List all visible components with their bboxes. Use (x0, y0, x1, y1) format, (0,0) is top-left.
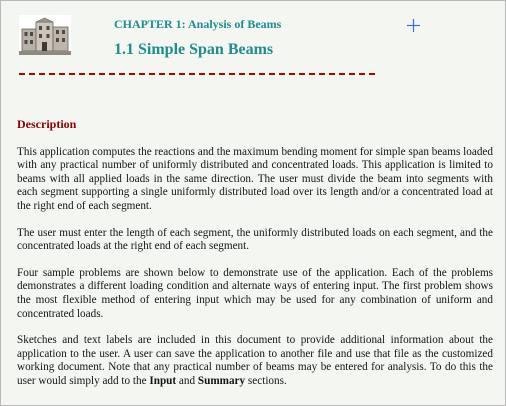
paragraph-4-and: and (176, 374, 198, 387)
description-paragraph-4 (17, 334, 493, 388)
section-title: 1.1 Simple Span Beams (114, 41, 274, 58)
paragraph-4-text: Sketches and text labels are included in this document to provide additional information about the application to the user. A user can save the application to another file and use that file as the customized working document. Note that any practical number of beams may be entered for analysis. To do this the user would simply add to the (17, 334, 493, 387)
chapter-title: CHAPTER 1: Analysis of Beams (114, 17, 282, 31)
building-logo-icon (19, 15, 71, 55)
description-section (17, 118, 493, 402)
description-paragraph-1: This application computes the reactions and the maximum bending moment for simple span beams loaded with any practical number of uniformly distributed and concentrated loads. This application is limited to beams with all applied loads in the same direction. The user must divide the beam into segments with each segment supporting a single uniformly distributed load over its length and/or a concentrated load at the right end of each segment. (17, 145, 493, 212)
header-divider (19, 73, 375, 75)
input-section-ref: Input (149, 374, 177, 387)
description-paragraph-2: The user must enter the length of each segment, the uniformly distributed loads on each segment, and the concentrated loads at the right end of each segment. (17, 226, 493, 253)
crosshair-cursor-icon (407, 19, 420, 32)
description-paragraph-3: Four sample problems are shown below to demonstrate use of the application. Each of the problems demonstrates a different loading condition and alternate ways of entering input. The first problem shows the most flexible method of entering input which may be used for any combination of uniform and concentrated loads. (17, 266, 493, 320)
summary-section-ref: Summary (197, 374, 246, 387)
paragraph-4-end: sections. (245, 374, 287, 387)
description-heading: Description (17, 117, 77, 131)
chapter-header (1, 1, 505, 101)
